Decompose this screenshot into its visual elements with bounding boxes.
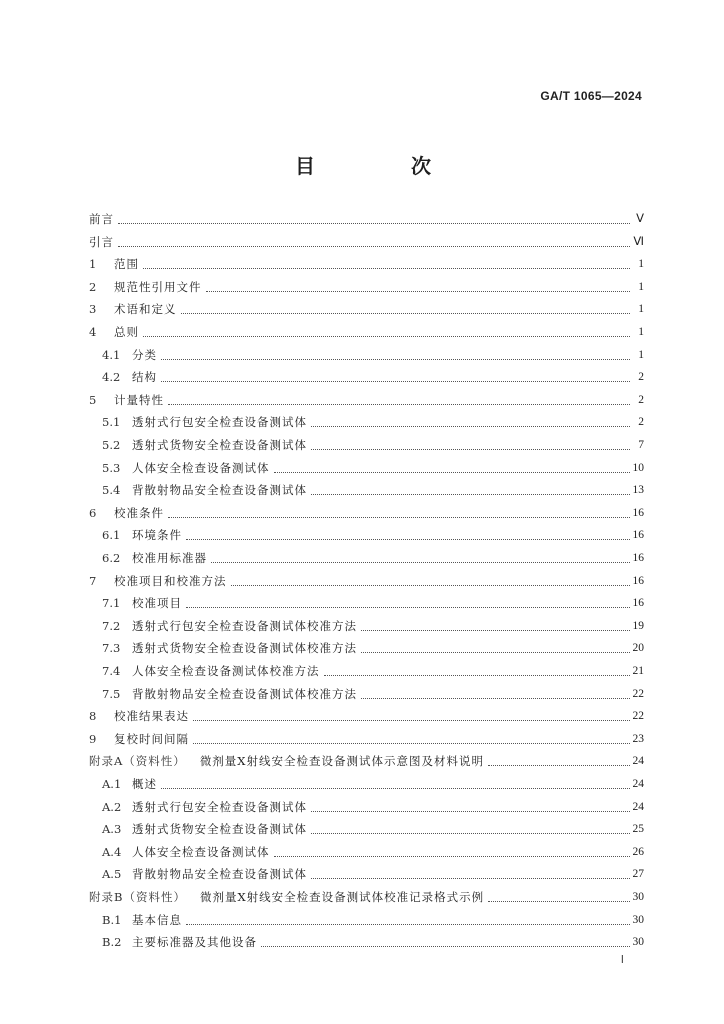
toc-entry-page: 30 bbox=[632, 913, 644, 926]
toc-entry[interactable] bbox=[102, 841, 644, 859]
toc-entry-title: 环境条件 bbox=[132, 528, 182, 543]
toc-leader-dots bbox=[361, 644, 630, 653]
toc-entry-page: 20 bbox=[632, 642, 644, 655]
toc-entry-page: 2 bbox=[638, 416, 644, 429]
toc-entry-number: 8 bbox=[89, 709, 97, 724]
toc-entry-page: 26 bbox=[632, 845, 644, 858]
toc-entry-number: 2 bbox=[89, 279, 97, 294]
toc-leader-dots bbox=[168, 396, 630, 405]
toc-entry-title: 术语和定义 bbox=[114, 302, 177, 317]
toc-entry-number: 5.3 bbox=[102, 460, 121, 475]
toc-leader-dots bbox=[311, 418, 630, 427]
toc-entry[interactable] bbox=[89, 750, 644, 768]
toc-entry-number: 7.3 bbox=[102, 641, 121, 656]
toc-entry-number: 6.2 bbox=[102, 551, 121, 565]
toc-leader-dots bbox=[193, 735, 630, 744]
toc-entry-page: 30 bbox=[632, 891, 644, 903]
toc-title: 目 次 bbox=[295, 154, 469, 178]
toc-entry-title: 总则 bbox=[114, 325, 139, 339]
toc-leader-dots bbox=[161, 351, 630, 360]
toc-entry-page: 30 bbox=[632, 936, 644, 949]
toc-entry-page: 22 bbox=[632, 687, 644, 700]
toc-entry-number: 7.5 bbox=[102, 686, 121, 701]
toc-entry[interactable] bbox=[89, 389, 644, 407]
toc-entry-title: 前言 bbox=[89, 212, 114, 226]
toc-leader-dots bbox=[488, 757, 630, 766]
toc-entry-number: 7 bbox=[89, 573, 97, 588]
toc-entry[interactable] bbox=[102, 366, 644, 384]
toc-leader-dots bbox=[361, 622, 630, 631]
toc-entry-number: 附录A（资料性） bbox=[89, 754, 186, 769]
toc-entry[interactable] bbox=[102, 615, 644, 633]
toc-entry-page: 16 bbox=[632, 574, 644, 587]
toc-entry-number: 6.1 bbox=[102, 528, 121, 543]
toc-entry-title: 透射式行包安全检查设备测试体校准方法 bbox=[132, 618, 357, 633]
page-number: Ⅰ bbox=[620, 954, 624, 966]
toc-leader-dots bbox=[181, 305, 631, 314]
toc-entry-number: 1 bbox=[89, 257, 97, 272]
toc-entry[interactable] bbox=[102, 592, 644, 610]
toc-leader-dots bbox=[311, 803, 630, 812]
toc-entry-page: 13 bbox=[632, 484, 644, 497]
toc-entry[interactable] bbox=[102, 411, 644, 429]
toc-leader-dots bbox=[186, 916, 630, 925]
toc-entry-page: 1 bbox=[638, 258, 644, 271]
toc-entry-title: 背散射物品安全检查设备测试体 bbox=[132, 483, 307, 498]
toc-entry-title: 概述 bbox=[132, 777, 157, 791]
toc-entry[interactable] bbox=[89, 321, 644, 339]
toc-entry[interactable] bbox=[102, 796, 644, 814]
toc-leader-dots bbox=[186, 599, 630, 608]
toc-entry-title: 校准结果表达 bbox=[114, 709, 189, 724]
toc-entry-page: 1 bbox=[638, 348, 644, 361]
toc-entry[interactable] bbox=[102, 524, 644, 542]
toc-entry-title: 校准项目 bbox=[132, 596, 182, 611]
toc-leader-dots bbox=[311, 486, 630, 495]
toc-entry-number: 7.4 bbox=[102, 664, 121, 678]
toc-entry-title: 人体安全检查设备测试体 bbox=[132, 460, 270, 475]
toc-entry[interactable] bbox=[102, 457, 644, 475]
toc-leader-dots bbox=[118, 238, 630, 247]
toc-leader-dots bbox=[206, 283, 631, 292]
toc-entry-title: 透射式行包安全检查设备测试体 bbox=[132, 799, 307, 814]
toc-entry-title: 背散射物品安全检查设备测试体校准方法 bbox=[132, 686, 357, 701]
toc-entry-title: 主要标准器及其他设备 bbox=[132, 935, 257, 950]
toc-entry[interactable] bbox=[89, 276, 644, 294]
toc-entry[interactable] bbox=[102, 773, 644, 791]
toc-leader-dots bbox=[311, 870, 630, 879]
toc-entry-number: 4 bbox=[89, 325, 97, 339]
toc-entry[interactable] bbox=[102, 660, 644, 678]
toc-entry-number: 5.1 bbox=[102, 415, 121, 430]
toc-entry[interactable] bbox=[89, 502, 644, 520]
toc-entry-title: 引言 bbox=[89, 234, 114, 249]
toc-entry[interactable] bbox=[89, 208, 644, 226]
toc-entry-page: 24 bbox=[632, 755, 644, 768]
toc-entry-page: 27 bbox=[632, 868, 644, 881]
toc-leader-dots bbox=[311, 441, 630, 450]
toc-entry-title: 校准条件 bbox=[114, 505, 164, 520]
toc-entry-title: 校准项目和校准方法 bbox=[114, 573, 227, 588]
toc-leader-dots bbox=[261, 938, 630, 947]
toc-leader-dots bbox=[488, 893, 630, 902]
toc-entry-title: 背散射物品安全检查设备测试体 bbox=[132, 867, 307, 882]
toc-entry-title: 人体安全检查设备测试体 bbox=[132, 844, 270, 859]
toc-entry-page: 23 bbox=[632, 732, 644, 745]
toc-entry-title: 复校时间间隔 bbox=[114, 731, 189, 746]
toc-leader-dots bbox=[143, 260, 630, 269]
toc-entry-page: Ⅴ bbox=[636, 213, 644, 225]
toc-entry[interactable] bbox=[89, 231, 644, 249]
toc-entry-title: 校准用标准器 bbox=[132, 551, 207, 565]
toc-leader-dots bbox=[274, 848, 631, 857]
toc-entry-title: 分类 bbox=[132, 347, 157, 362]
toc-entry-page: 2 bbox=[638, 371, 644, 384]
toc-leader-dots bbox=[361, 690, 630, 699]
toc-entry-number: 9 bbox=[89, 731, 97, 746]
toc-entry[interactable] bbox=[89, 886, 644, 904]
toc-leader-dots bbox=[161, 780, 630, 789]
toc-entry-page: 24 bbox=[632, 800, 644, 813]
toc-entry-title: 微剂量X射线安全检查设备测试体示意图及材料说明 bbox=[199, 754, 484, 769]
toc-leader-dots bbox=[211, 554, 630, 563]
toc-entry-number: 5 bbox=[89, 392, 97, 407]
toc-entry-number: A.4 bbox=[102, 844, 122, 859]
toc-entry[interactable] bbox=[102, 683, 644, 701]
toc-entry-page: 1 bbox=[638, 326, 644, 338]
toc-entry-title: 结构 bbox=[132, 370, 157, 385]
toc-entry-page: Ⅵ bbox=[633, 235, 644, 248]
toc-leader-dots bbox=[118, 215, 630, 224]
toc-entry[interactable] bbox=[102, 434, 644, 452]
toc-entry-page: 16 bbox=[632, 506, 644, 519]
toc-entry-number: 4.2 bbox=[102, 370, 121, 385]
toc-entry-page: 1 bbox=[638, 280, 644, 293]
toc-entry-title: 透射式货物安全检查设备测试体 bbox=[132, 822, 307, 837]
standard-code: GA/T 1065—2024 bbox=[540, 89, 642, 103]
toc-entry[interactable] bbox=[89, 298, 644, 316]
toc-entry-title: 范围 bbox=[114, 257, 139, 272]
toc-entry-title: 微剂量X射线安全检查设备测试体校准记录格式示例 bbox=[199, 890, 485, 904]
toc-entry-title: 透射式货物安全检查设备测试体校准方法 bbox=[132, 641, 357, 656]
toc-entry-title: 透射式行包安全检查设备测试体 bbox=[132, 415, 307, 430]
toc-entry-number: A.5 bbox=[102, 867, 122, 882]
toc-entry-number: B.2 bbox=[102, 935, 122, 950]
toc-entry-title: 规范性引用文件 bbox=[114, 279, 202, 294]
toc-entry-page: 7 bbox=[638, 439, 644, 451]
toc-entry-number: 5.2 bbox=[102, 438, 121, 452]
toc-leader-dots bbox=[311, 825, 630, 834]
toc-entry-page: 19 bbox=[632, 619, 644, 632]
toc-leader-dots bbox=[274, 464, 631, 473]
toc-entry-page: 1 bbox=[638, 303, 644, 316]
toc-entry-number: 4.1 bbox=[102, 347, 121, 362]
toc-entry-number: A.2 bbox=[102, 799, 122, 814]
toc-entry[interactable] bbox=[102, 863, 644, 881]
toc-entry-page: 16 bbox=[632, 552, 644, 564]
toc-entry-title: 透射式货物安全检查设备测试体 bbox=[132, 438, 307, 452]
toc-leader-dots bbox=[186, 531, 630, 540]
toc-entry-number: 附录B（资料性） bbox=[89, 890, 186, 904]
toc-leader-dots bbox=[161, 373, 630, 382]
toc-entry-title: 人体安全检查设备测试体校准方法 bbox=[132, 664, 320, 678]
toc-entry[interactable] bbox=[89, 570, 644, 588]
toc-leader-dots bbox=[143, 328, 630, 337]
toc-entry-page: 21 bbox=[632, 665, 644, 677]
toc-entry[interactable] bbox=[102, 818, 644, 836]
toc-entry-number: A.1 bbox=[102, 777, 122, 791]
toc-leader-dots bbox=[231, 577, 631, 586]
toc-entry[interactable] bbox=[102, 931, 644, 949]
toc-entry[interactable] bbox=[89, 705, 644, 723]
toc-leader-dots bbox=[168, 509, 630, 518]
toc-entry-number: 7.2 bbox=[102, 618, 121, 633]
toc-entry-number: 3 bbox=[89, 302, 97, 317]
toc-entry-number: 5.4 bbox=[102, 483, 121, 498]
toc-entry-page: 10 bbox=[632, 461, 644, 474]
toc-entry-title: 基本信息 bbox=[132, 912, 182, 927]
toc-entry[interactable] bbox=[89, 728, 644, 746]
toc-entry[interactable] bbox=[89, 253, 644, 271]
toc-entry-page: 25 bbox=[632, 823, 644, 836]
toc-entry-page: 16 bbox=[632, 529, 644, 542]
toc-entry-page: 16 bbox=[632, 597, 644, 610]
toc-entry-page: 22 bbox=[632, 710, 644, 723]
toc-leader-dots bbox=[324, 667, 631, 676]
toc-entry-number: 6 bbox=[89, 505, 97, 520]
toc-entry-title: 计量特性 bbox=[114, 392, 164, 407]
toc-entry-number: A.3 bbox=[102, 822, 122, 837]
toc-entry[interactable] bbox=[102, 344, 644, 362]
toc-entry[interactable] bbox=[102, 479, 644, 497]
toc-entry-page: 2 bbox=[638, 393, 644, 406]
toc-entry-number: 7.1 bbox=[102, 596, 121, 611]
toc-entry[interactable] bbox=[102, 909, 644, 927]
toc-entry-number: B.1 bbox=[102, 912, 122, 927]
toc-leader-dots bbox=[193, 712, 630, 721]
toc-entry[interactable] bbox=[102, 637, 644, 655]
toc-entry-page: 24 bbox=[632, 778, 644, 790]
toc-entry[interactable] bbox=[102, 547, 644, 565]
